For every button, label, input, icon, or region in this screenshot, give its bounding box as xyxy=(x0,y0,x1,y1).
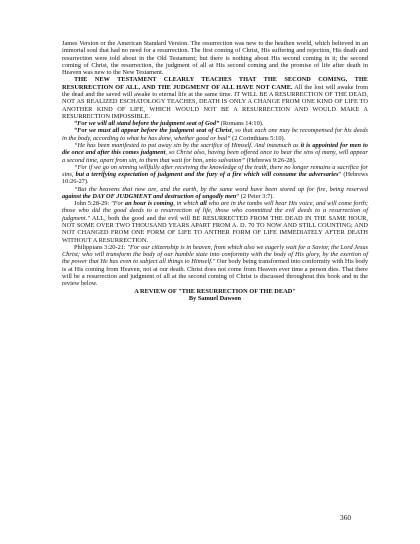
paragraph xyxy=(62,186,368,201)
text-run: (Hebrews 9:26-28). xyxy=(245,156,297,164)
text-run: ” (Hebrews 10:26-27). xyxy=(62,171,369,186)
text-run: “But the heavens that now are, and the earth, by the same word have been stored up for fire, being reserved xyxy=(74,185,368,193)
text-run: “For we must all appear before the judgment seat of Christ xyxy=(74,127,232,135)
text-run: all xyxy=(200,200,207,208)
page-body xyxy=(62,40,368,302)
text-run: "For xyxy=(110,200,125,208)
text-run: (Romans 14:10). xyxy=(219,120,264,128)
paragraph xyxy=(62,127,368,142)
text-run: against the DAY OF JUDGMENT and destruction of ungodly men xyxy=(62,192,237,200)
paragraph xyxy=(62,164,368,186)
text-run: “For we will all stand before the judgment seat of God” xyxy=(74,120,220,128)
text-run: ” (2 Peter 3:7). xyxy=(236,192,275,200)
paragraph xyxy=(62,200,368,244)
centered-heading xyxy=(62,288,368,295)
paragraph xyxy=(62,120,368,127)
text-run: who are in the tombs will hear His voice, and will come forth; those who did the good deeds to a resurrection of life, those who committed the evil deeds to a resurrection of judgment." xyxy=(62,200,368,222)
centered-heading xyxy=(62,295,368,302)
text-run: , so Christ also, having been offered once to bear the sins of many, will appear a second time, apart from sin, to them that wait for him, unto salvation” xyxy=(62,149,368,164)
text-run: (2 Corinthians 5:10). xyxy=(230,134,286,142)
text-run: John 5:28-29: xyxy=(74,200,111,208)
text-run: "For our citizenship is in heaven, from which also we eagerly wait for a Savior, the Lord Jesus Christ; who will transform the body of our humble state into conformity with the body of His glory, by the exertion of the power that He has even to subject all things to Himself." xyxy=(62,243,368,266)
text-run: , in which xyxy=(173,200,201,208)
text-run: James Version or the American Standard Version. The resurrection was new to the heathen world, which believed in an immortal soul that had no need for a resurrection. The first coming of Christ, His suffering and rejection, His death and resurrection were told about in the Old Testament; but there is nothing about His second coming in it; the second coming of Christ, the resurrection, the judgment of all at His second coming and the promise of life after death in Heaven was new to the New Testament. xyxy=(62,40,368,77)
text-run: By Samuel Dawson xyxy=(188,294,242,302)
paragraph xyxy=(62,76,368,120)
text-run: , so that each one may be recompensed for his deeds in the body, according to what he has done, whether good or bad” xyxy=(62,127,368,142)
text-run: THE NEW TESTAMENT CLEARLY TEACHES THAT THE SECOND COMING, THE RESURRECTION OF ALL, AND THE JUDGMENT OF ALL HAVE NOT CAME. xyxy=(62,76,368,91)
paragraph xyxy=(62,40,368,76)
text-run: All the lost will awake from the dead and the saved will awake to eternal life at the same time. IT WILL BE A RESURRECTION OF THE DEAD, NOT AS REALIZED ESCHATOLOGY TEACHES, DEATH IS ONLY A CHANGE FROM ONE KIND OF LIFE TO ANOTHER KIND OF LIFE, WHICH WOULD NOT BE A RESURRECTION AND WOULD MAKE A RESURRECTION IMPOSSIBLE. xyxy=(62,83,369,120)
text-run: but a terrifying expectation of judgment and the fury of a fire which will consume the adversaries xyxy=(75,171,339,179)
text-run: A REVIEW OF "THE RESURRECTION OF THE DEAD" xyxy=(134,287,296,295)
text-run: Our body being transformed into conformity with His body is at His coming from Heaven, not at our death. Christ does not come from Heaven ever time a person dies. That there will be a resurrection and judgment of all at the second coming of Christ is discussed throughout this book and in the review below. xyxy=(62,258,369,288)
text-run: an hour is coming xyxy=(124,200,174,208)
text-run: it is appointed for men to die once and after this comes judgment xyxy=(62,141,368,157)
text-run: Philippians 3:20-21: xyxy=(74,243,128,251)
text-run: “He has been manifested to put away sin by the sacrifice of Himself. And inasmuch as xyxy=(74,141,301,149)
text-run: “For if we go on sinning willfully after receiving the knowledge of the truth, there no longer remains a sacrifice for sins, xyxy=(62,163,368,179)
paragraph xyxy=(62,244,368,288)
page-number: 360 xyxy=(340,513,352,522)
paragraph xyxy=(62,142,368,164)
text-run: ALL, both the good and the evil will BE RESURRECTED FROM THE DEAD IN THE SAME HOUR, NOT SOME OVER TWO THOUSAND YEARS APART FROM A. D. 70 TO NOW AND STILL COUNTING; AND NOT CHANGED FROM ONE FORM OF LIFE TO ANTHER FORM OF LIFE IMMEDIATELY AFTER DEATH WITHOUT A RESURRECTION. xyxy=(62,214,368,244)
